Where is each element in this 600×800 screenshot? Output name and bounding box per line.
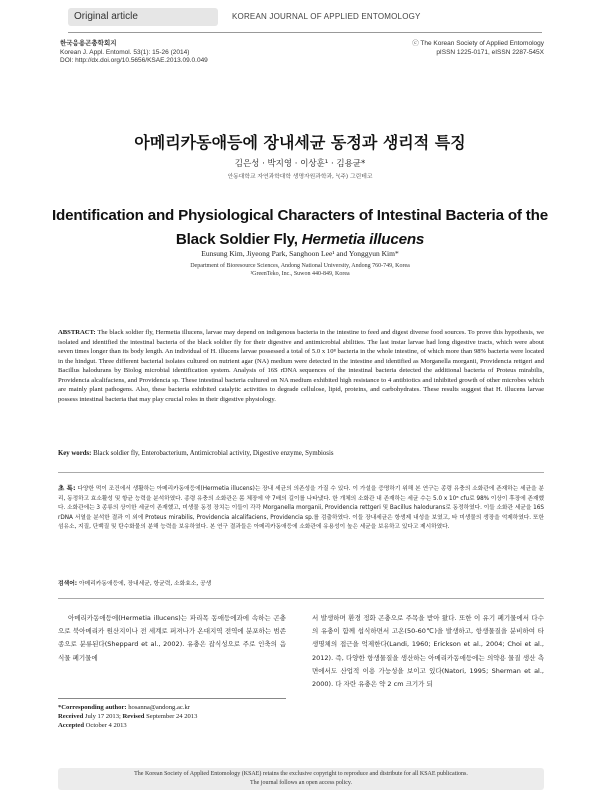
doi-link[interactable]: DOI: http://dx.doi.org/10.5656/KSAE.2013.09.0.049: [60, 57, 208, 64]
authors-english: Eunsung Kim, Jiyeong Park, Sanghoon Lee¹ and Yonggyun Kim*: [201, 249, 399, 258]
citation: Korean J. Appl. Entomol. 53(1): 15-26 (2014): [60, 48, 190, 56]
received-lead: Received: [58, 713, 84, 720]
abstract-lead: ABSTRACT:: [58, 329, 96, 336]
accepted-lead: Accepted: [58, 722, 84, 729]
authors-korean: 김은성 · 박지영 · 이상훈¹ · 김용균*: [234, 159, 366, 169]
accepted-line: [58, 721, 286, 730]
corr-email[interactable]: hosanna@andong.ac.kr: [128, 704, 190, 711]
keywords-ko-divider: [58, 598, 544, 599]
copyright-block: [412, 40, 544, 57]
revised-lead: Revised: [122, 713, 145, 720]
title-english-main: Identification and Physiological Characters of Intestinal Bacteria of the Black Soldier Fly,: [52, 207, 548, 248]
abstract-text: The black soldier fly, Hermetia illucens, larvae may depend on indigenous bacteria in the intestine to feed and digest diverse food sources. To prove this hypothesis, we isolated and identified the intestinal bacteria of the black soldier fly for their digestive and antimicrobial abilities. The last instar larvae had long digestive tracts, which were about seven times longer than its body length. An individual of H. illucens larvae possessed a total of 5.0 x 10⁸ bacteria in the whole intestine, of which more than 98% bacteria were located in the hindgut. Three different bacterial isolates cultured on nutrient agar (NA) medium were detected in the intestine and identified as Morganella morganii, Providencia rettgeri and Bacillus halodurans by Biolog microbial identification system. Analysis of 16S rDNA sequences of the intestinal bacteria detected the additional bacteria of Proteus mirabilis, Providencia alcalifaciens, and Providencia sp. These intestinal bacteria cultured on NA medium exhibited high resistance to 4 antibiotics and inhibited growth of other microbes which are mainly plant pathogens. Also, these bacteria exhibited catalytic activities to degrade cellulose, lipid, proteins, and carbohydrates. These results suggest that H. illucens larvae possess intestinal bacteria that may play crucial roles in their digestive physiology.: [58, 329, 545, 403]
body-column-left: 아메리카동애등에(Hermetia illucens)는 파리목 동애등에과에 속하는 곤충으로 북아메리카 원산지이나 전 세계로 퍼져나가 온대지역 전역에 분포하는 범존종으로 분류된다(Sheppard et al., 2002). 유충은 잡식성으로 주로 인축의 음식물 폐기물에: [58, 614, 286, 662]
affiliation-english-2: ¹GreenTeko, Inc., Suwon 440-849, Korea: [250, 271, 350, 277]
abstract-korean: [58, 484, 544, 533]
corresponding-author: [58, 703, 286, 712]
journal-header: [0, 0, 600, 34]
citation-block: [60, 40, 208, 66]
title-english: [50, 204, 550, 252]
journal-name: KOREAN JOURNAL OF APPLIED ENTOMOLOGY: [232, 12, 421, 21]
abstract-english: [58, 328, 544, 404]
affiliation-english: [0, 262, 600, 278]
keywords-lead: Key words:: [58, 450, 92, 457]
copyright-footer: [58, 768, 544, 790]
abstract-ko-lead: 초 록:: [58, 484, 76, 492]
title-korean: 아메리카동애등에 장내세균 동정과 생리적 특징: [134, 133, 466, 152]
keywords-text: Black soldier fly, Enterobacterium, Antimicrobial activity, Digestive enzyme, Symbiosis: [93, 450, 334, 457]
article-type-tag: Original article: [68, 8, 218, 26]
footer-line-2: The journal follows an open access policy.: [249, 780, 353, 786]
title-english-species: Hermetia illucens: [301, 231, 425, 248]
journal-name-ko: 한국응용곤충학회지: [60, 40, 117, 47]
affiliation-english-1: Department of Bioresource Sciences, Andong National University, Andong 760-749, Korea: [190, 263, 410, 269]
keywords-korean: [58, 578, 544, 587]
body-column-right: 서 발생하며 환경 정화 곤충으로 주목을 받아 왔다. 또한 이 유기 폐기물에서 다수의 유충이 함께 섭식하면서 고온(50-60℃)을 발생하고, 항생물질을 분비하여 타 생명체의 접근을 억제한다(Landi, 1960; Erickson et al., 2004; Choi et al., 2012). 즉, 다양한 항생물질을 생산하는 아메리카동애등에는 의약용 물질 생산 측면에서도 산업적 이용 가능성을 보이고 있다(Natori, 1995; Sherman et al., 2000). 다 자란 유충은 약 2 cm 크기가 되: [312, 614, 544, 689]
affiliation-korean: 안동대학교 자연과학대학 생명자원과학과, ¹(주) 그린테코: [227, 174, 373, 180]
copyright-notice: ⓒ The Korean Society of Applied Entomology: [412, 40, 544, 47]
footer-line-1: The Korean Society of Applied Entomology (KSAE) retains the exclusive copyright to reproduce and distribute for all KSAE publications.: [134, 771, 468, 777]
keywords-ko-lead: 검색어:: [58, 581, 78, 587]
keywords-divider: [58, 472, 544, 473]
issn: pISSN 1225-0171, eISSN 2287-545X: [436, 48, 544, 56]
accepted-date: October 4 2013: [85, 722, 127, 729]
header-divider: [68, 32, 542, 33]
keywords-ko-text: 아메리카동애등에, 장내세균, 항균력, 소화효소, 공생: [78, 581, 212, 587]
revised-date: September 24 2013: [146, 713, 198, 720]
corr-lead: *Corresponding author:: [58, 704, 127, 711]
abstract-ko-text: 다양한 먹이 조건에서 생활하는 아메리카동애등에(Hermetia illucens)는 장내 세균의 의존성을 가질 수 있다. 이 가설을 증명하기 위해 본 연구는 종령 유충의 소화관에 존재하는 세균을 분리, 동정하고 효소활성 및 항균 능력을 분석하였다. 종령 유충의 소화관은 몸 체장에 약 7배의 길이를 나타냈다. 한 개체의 소화관 내 존재하는 세균 수는 5.0 x 10⁸ cfu로 98% 이상이 후장에 존재했다. 소화관에는 3 종류의 상이한 세균이 존재했고, 미생물 동정 장치는 이들이 각각 Morganella morganii, Providencia rettgeri 및 Bacillus halodurans로 동정하였다. 이들 소화관 세균을 16S rDNA 서열을 분석한 결과 이 외에 Proteus mirabilis, Providencia alcalifaciens, Providencia sp.를 검출하였다. 이들 장내세균은 항생제 내성을 보였고, 타 미생물의 생장을 억제하였다. 또한 섬유소, 지질, 단백질 및 탄수화물의 분해 능력을 보유하였다. 본 연구 결과들은 아메리카동애등에 소화관에 유용성이 높은 세균을 보유하고 있다고 제시하였다.: [58, 486, 545, 530]
correspondence-box: [58, 698, 286, 730]
received-date: July 17 2013;: [84, 713, 121, 720]
dates-line: [58, 712, 286, 721]
keywords-english: [58, 450, 544, 457]
